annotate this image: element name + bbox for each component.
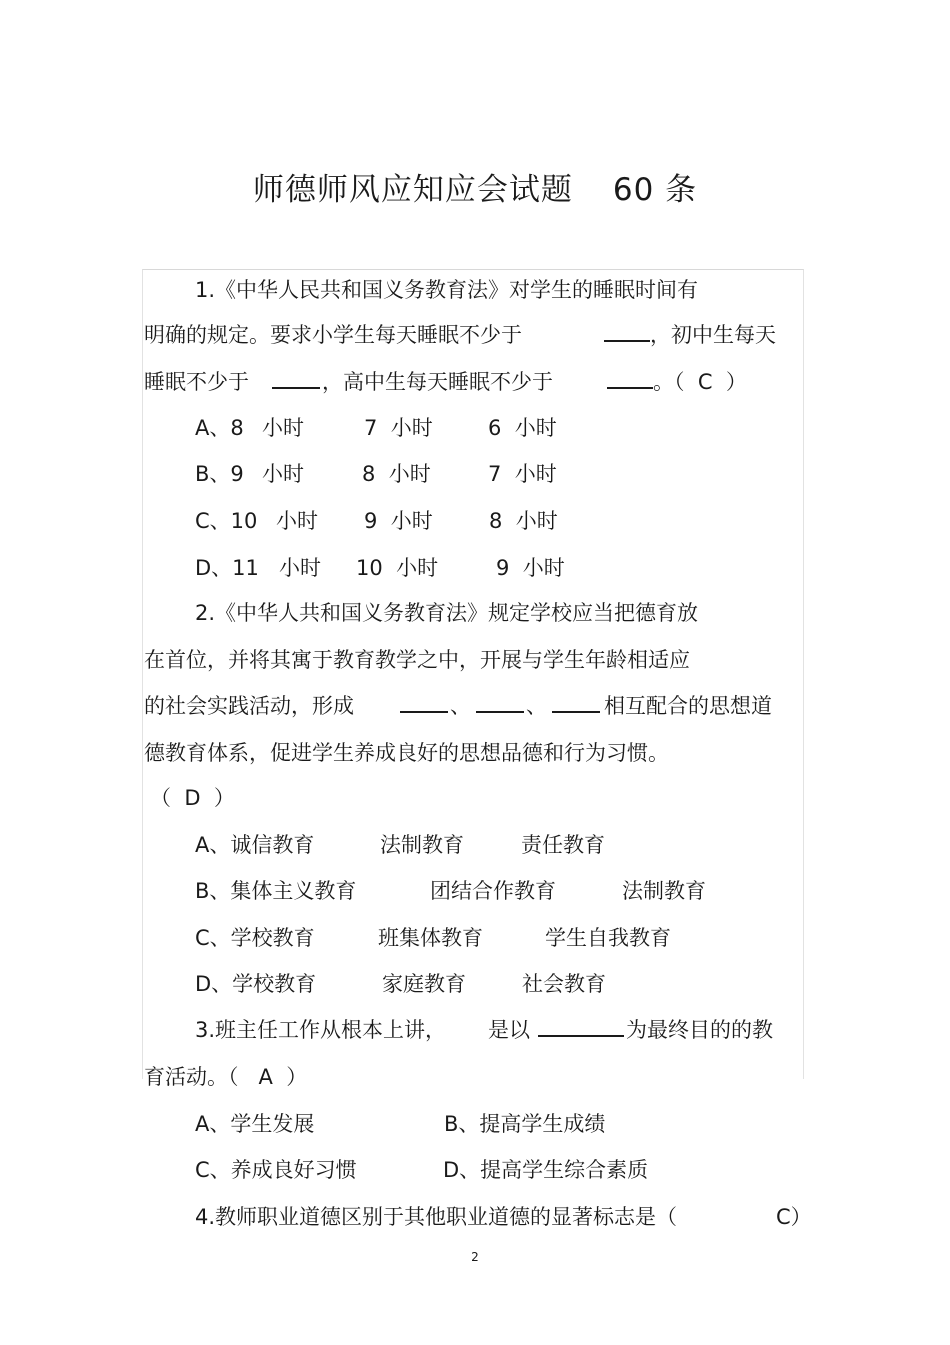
q3-option-b: B、提高学生成绩: [444, 1112, 606, 1136]
q1-option-d-c3: 9 小时: [496, 556, 565, 580]
q1-option-b-c1: 小时: [262, 462, 304, 486]
q1-option-c-c1: 小时: [276, 509, 318, 533]
q1-blank-3: [607, 368, 653, 396]
q1-line-1: 1.《中华人民共和国义务教育法》对学生的睡眠时间有: [195, 278, 699, 302]
q2-option-a-c1: A、诚信教育: [195, 833, 315, 857]
q1-answer: 。（ C ）: [653, 370, 747, 394]
q2-line-3b: 相互配合的思想道: [604, 694, 772, 718]
q2-option-c-c3: 学生自我教育: [545, 926, 671, 950]
q2-option-d-c1: D、学校教育: [195, 972, 317, 996]
q1-option-c-label: C、10: [195, 509, 258, 533]
q2-sep-2: 、: [526, 694, 547, 718]
q2-line-1: 2.《中华人共和国义务教育法》规定学校应当把德育放: [195, 601, 699, 625]
q1-option-d-c1: 小时: [279, 556, 321, 580]
q2-line-4: 德教育体系，促进学生养成良好的思想品德和行为习惯。: [144, 741, 669, 765]
q1-option-a-c1: 小时: [262, 416, 304, 440]
q2-option-b-c3: 法制教育: [622, 879, 706, 903]
q1-line-3a: 睡眠不少于: [144, 370, 249, 394]
q1-line-2a: 明确的规定。要求小学生每天睡眠不少于: [144, 323, 522, 347]
q2-sep-1: 、: [450, 694, 471, 718]
q1-option-a-c2: 7 小时: [364, 416, 433, 440]
q2-option-d-c2: 家庭教育: [382, 972, 466, 996]
q2-option-b-c1: B、集体主义教育: [195, 879, 357, 903]
page-title: [0, 170, 950, 210]
q2-option-c-c2: 班集体教育: [378, 926, 483, 950]
title-count: 60 条: [612, 172, 698, 208]
q2-option-c-c1: C、学校教育: [195, 926, 315, 950]
q1-line-2b: ，初中生每天: [650, 323, 776, 347]
q2-option-d-c3: 社会教育: [522, 972, 606, 996]
q1-option-c-c3: 8 小时: [489, 509, 558, 533]
q1-blank-1: [604, 321, 650, 349]
q2-option-a-c2: 法制教育: [380, 833, 464, 857]
page-number: 2: [471, 1250, 479, 1264]
q2-answer: （ D ）: [150, 786, 235, 810]
q1-option-b-label: B、9: [195, 462, 244, 486]
q3-option-d: D、提高学生综合素质: [443, 1158, 649, 1182]
q1-line-3b: ，高中生每天睡眠不少于: [322, 370, 553, 394]
q1-option-d-c2: 10 小时: [356, 556, 439, 580]
q2-option-b-c2: 团结合作教育: [430, 879, 556, 903]
q1-option-a-label: A、8: [195, 416, 244, 440]
q4-line-1: 4.教师职业道德区别于其他职业道德的显著标志是（: [195, 1205, 678, 1229]
q2-blank-2: [476, 692, 524, 720]
q3-line-1c: 为最终目的的教: [626, 1018, 773, 1042]
q1-option-c-c2: 9 小时: [364, 509, 433, 533]
q1-option-b-c3: 7 小时: [488, 462, 557, 486]
q1-option-d-label: D、11: [195, 556, 259, 580]
q2-line-3a: 的社会实践活动，形成: [144, 694, 354, 718]
q1-option-b-c2: 8 小时: [362, 462, 431, 486]
q3-option-c: C、养成良好习惯: [195, 1158, 357, 1182]
q2-blank-1: [400, 692, 448, 720]
q4-answer: C）: [776, 1205, 812, 1229]
q3-blank: [538, 1016, 624, 1044]
q1-blank-2: [272, 368, 320, 396]
q3-line-1b: 是以: [488, 1018, 530, 1042]
q1-option-a-c3: 6 小时: [488, 416, 557, 440]
q3-line-1a: 3.班主任工作从根本上讲，: [195, 1018, 447, 1042]
q3-line-2: 育活动。（ A ）: [144, 1065, 308, 1089]
q2-line-2: 在首位，并将其寓于教育教学之中，开展与学生年龄相适应: [144, 648, 690, 672]
q2-blank-3: [552, 692, 600, 720]
q3-option-a: A、学生发展: [195, 1112, 315, 1136]
q2-option-a-c3: 责任教育: [521, 833, 605, 857]
title-text: 师德师风应知应会试题: [252, 172, 573, 208]
